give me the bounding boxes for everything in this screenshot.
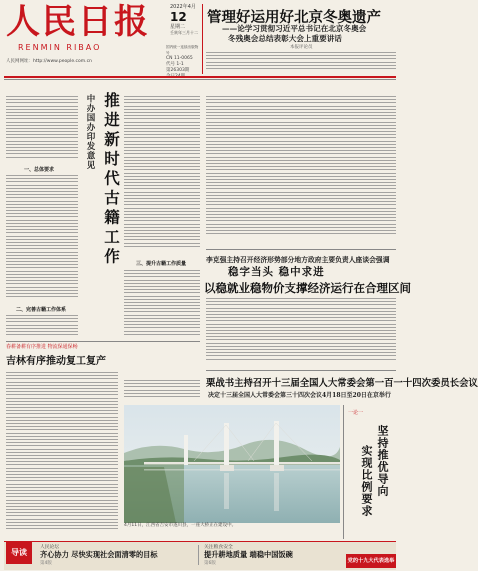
- left-story-kicker: 春耕备耕有序推进 物流保通保畅: [6, 344, 78, 350]
- masthead-rule: [4, 76, 396, 78]
- npc-rule: [206, 370, 396, 371]
- bottom-nav-label: 导读: [6, 542, 32, 564]
- photo-caption: 4月11日，江西省吉安市遂川县，一座大桥正在建设中。: [124, 523, 237, 528]
- guji-section-2-heading: 二、完善古籍工作体系: [16, 307, 67, 313]
- bottom-nav-item-3[interactable]: [346, 554, 396, 568]
- date-year-month: 2022年4月: [170, 4, 196, 10]
- guji-section-3-heading: 三、提升古籍工作质量: [136, 261, 187, 267]
- bottom-nav-item-page: 第4版: [40, 561, 52, 566]
- right-column-kicker: 一论一: [348, 410, 364, 416]
- right-column-headline-1: 坚持推优导向: [376, 425, 389, 497]
- left-story-headline[interactable]: 吉林有序推动复工复产: [6, 356, 106, 367]
- bottom-nav-item-headline: 齐心协力 尽快实现社会面清零的目标: [40, 550, 158, 559]
- masthead-divider: [202, 4, 203, 74]
- issue-line4: 第26303期: [166, 68, 190, 73]
- npc-subhead: 决定十三届全国人大常委会第三十四次会议4月18日至20日在京举行: [208, 392, 391, 399]
- guji-body-col2-low: [124, 270, 200, 340]
- date-weekday: 星期二: [170, 23, 186, 30]
- issue-line2: CN 11-0065: [166, 56, 193, 61]
- date-lunar: 壬寅年三月十二: [170, 30, 198, 35]
- guji-body-col1-low: [6, 315, 78, 339]
- bottom-nav-divider: [198, 545, 199, 565]
- date-box: [170, 4, 198, 37]
- guji-body-col1-top: [6, 96, 78, 162]
- bottom-nav-item-headline: 党的十九大代表选举: [347, 558, 395, 564]
- date-day: 12: [170, 9, 187, 24]
- bottom-nav-item-page: 第6版: [204, 561, 216, 566]
- issue-line3: 代号 1-1: [166, 62, 184, 67]
- bridge-photo[interactable]: [124, 405, 340, 523]
- guji-headline[interactable]: 推进新时代古籍工作: [102, 92, 121, 268]
- bottom-nav-item-kicker: 关注粮食安全: [204, 545, 233, 550]
- bottom-nav-item-kicker: 人民论坛: [40, 545, 60, 550]
- bottom-nav-item-1[interactable]: [40, 543, 190, 566]
- bottom-nav-item-2[interactable]: [204, 543, 342, 566]
- left-story-rule: [6, 341, 200, 342]
- masthead-pinyin: RENMIN RIBAO: [18, 43, 102, 52]
- economy-body: [206, 298, 396, 366]
- issue-line1: 国内统一连续出版物号: [166, 45, 199, 55]
- left-story-body: [6, 372, 118, 538]
- top-story-body: [206, 52, 396, 74]
- npc-headline[interactable]: 栗战书主持召开十三届全国人大常委会第一百一十四次委员长会议: [206, 378, 478, 389]
- issue-info: [166, 44, 200, 80]
- top-right-body: [206, 96, 396, 244]
- bottom-nav-item-headline: 提升耕地质量 端稳中国饭碗: [204, 550, 293, 559]
- top-story-subhead-1: ——论学习贯彻习近平总书记在北京冬奥会: [222, 24, 367, 33]
- masthead-site[interactable]: 人民网网址：http://www.people.com.cn: [6, 59, 92, 64]
- masthead-title: 人民日报: [6, 2, 150, 42]
- guji-body-col2: [124, 96, 200, 256]
- bridge-photo-image: [124, 405, 340, 523]
- economy-kicker: 李克强主持召开经济形势部分地方政府主要负责人座谈会强调: [206, 256, 390, 264]
- guji-section-1-heading: 一、总体要求: [24, 167, 55, 173]
- top-story-author: 本报评论员: [290, 45, 313, 50]
- right-column-headline-2: 实现比例要求: [360, 445, 373, 517]
- economy-headline-line2[interactable]: 以稳就业稳物价支撑经济运行在合理区间: [204, 281, 411, 295]
- guji-body-col1-mid: [6, 175, 78, 303]
- economy-rule: [206, 249, 396, 250]
- photo-intro-text: [124, 380, 200, 402]
- top-story-subhead-2: 冬残奥会总结表彰大会上重要讲话: [228, 34, 342, 43]
- top-story-headline[interactable]: 管理好运用好北京冬奥遗产: [207, 9, 381, 26]
- masthead-rule-thin: [4, 79, 396, 80]
- guji-issuer: 中办国办印发意见: [85, 94, 95, 170]
- economy-headline-line1[interactable]: 稳字当头 稳中求进: [228, 266, 325, 278]
- right-column-rule: [343, 405, 344, 539]
